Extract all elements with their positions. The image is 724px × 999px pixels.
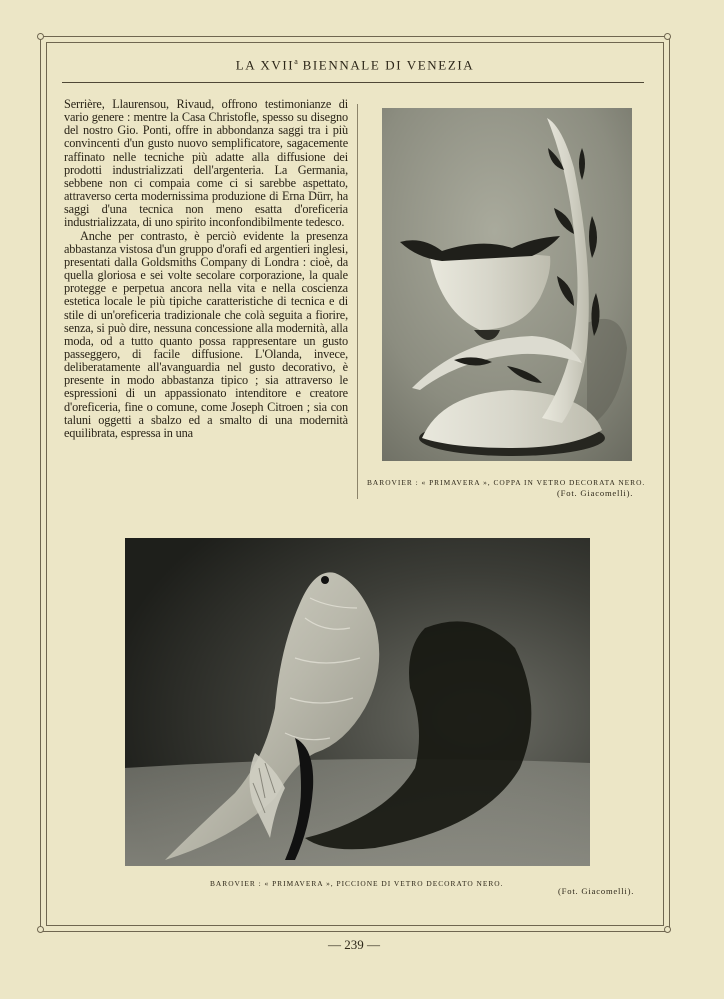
figure-caption: BAROVIER : « PRIMAVERA », COPPA IN VETRO DECORATA NERO. [367, 478, 646, 487]
running-head-title-rest: BIENNALE DI VENEZIA [297, 57, 475, 73]
photo-credit: (Fot. Giacomelli). [558, 886, 635, 896]
photo-glass-cup [382, 108, 632, 461]
frame-corner-ornament [37, 926, 44, 933]
frame-corner-ornament [664, 926, 671, 933]
running-head-superscript: a [294, 57, 298, 66]
frame-corner-ornament [37, 33, 44, 40]
figure-caption: BAROVIER : « PRIMAVERA », PICCIONE DI VETRO DECORATO NERO. [210, 879, 504, 888]
article-paragraph: Serrière, Llaurensou, Rivaud, offrono testimonianze di vario genere : mentre la Casa Christofle, spesso su disegno del nostro Gio. Ponti, offre in abbondanza saggi tra i più convincenti d'un gusto nuovo semplificatore, sagacemente raffinato nelle tecniche più adatte alla diffusione dei prodotti industrializzati dell'argenteria. La Germania, sebbene non ci compaia come ci si sarebbe aspettato, attraverso certa modernissima produzione di Erna Dürr, ha saggi d'una tecnica non meno esatta d'oreficeria industrializzata, di uno spirito inconfondibilmente tedesco. [64, 97, 348, 230]
article-paragraph: Anche per contrasto, è perciò evidente la presenza abbastanza vistosa d'un gruppo d'orafi ed argentieri inglesi, presentati dalla Goldsmiths Company di Londra : cioè, da quella gloriosa e sei volte secolare corporazione, la quale protegge e perpetua ancora nella vita e nella coscienza estetica locale le più tipiche caratteristiche di tecnica e di stile di un'oreficeria tradizionale che colà seguita a fiorire, senza, si può dire, nessuna concessione alla modernità, alla moda, od a tutto quanto possa rappresentare un gusto passeggero, di facile diffusione. L'Olanda, invece, deliberatamente all'avanguardia nel gusto decorativo, è presente in modo abbastanza tipico ; sia attraverso le espressioni di un appassionato intenditore e creatore d'oreficeria, fine o comune, come Joseph Citroen ; sia con taluni oggetti a sbalzo ed a smalto di una modernità equilibrata, espressa in una [64, 228, 348, 440]
running-head [60, 57, 650, 73]
frame-corner-ornament [664, 33, 671, 40]
header-rule [62, 82, 644, 83]
page-number: — 239 — [328, 937, 380, 952]
column-divider [357, 104, 358, 499]
running-head-title: LA XVII [235, 57, 295, 73]
photo-credit: (Fot. Giacomelli). [557, 488, 634, 498]
article-text-column [64, 98, 348, 440]
photo-glass-pigeon [125, 538, 590, 866]
